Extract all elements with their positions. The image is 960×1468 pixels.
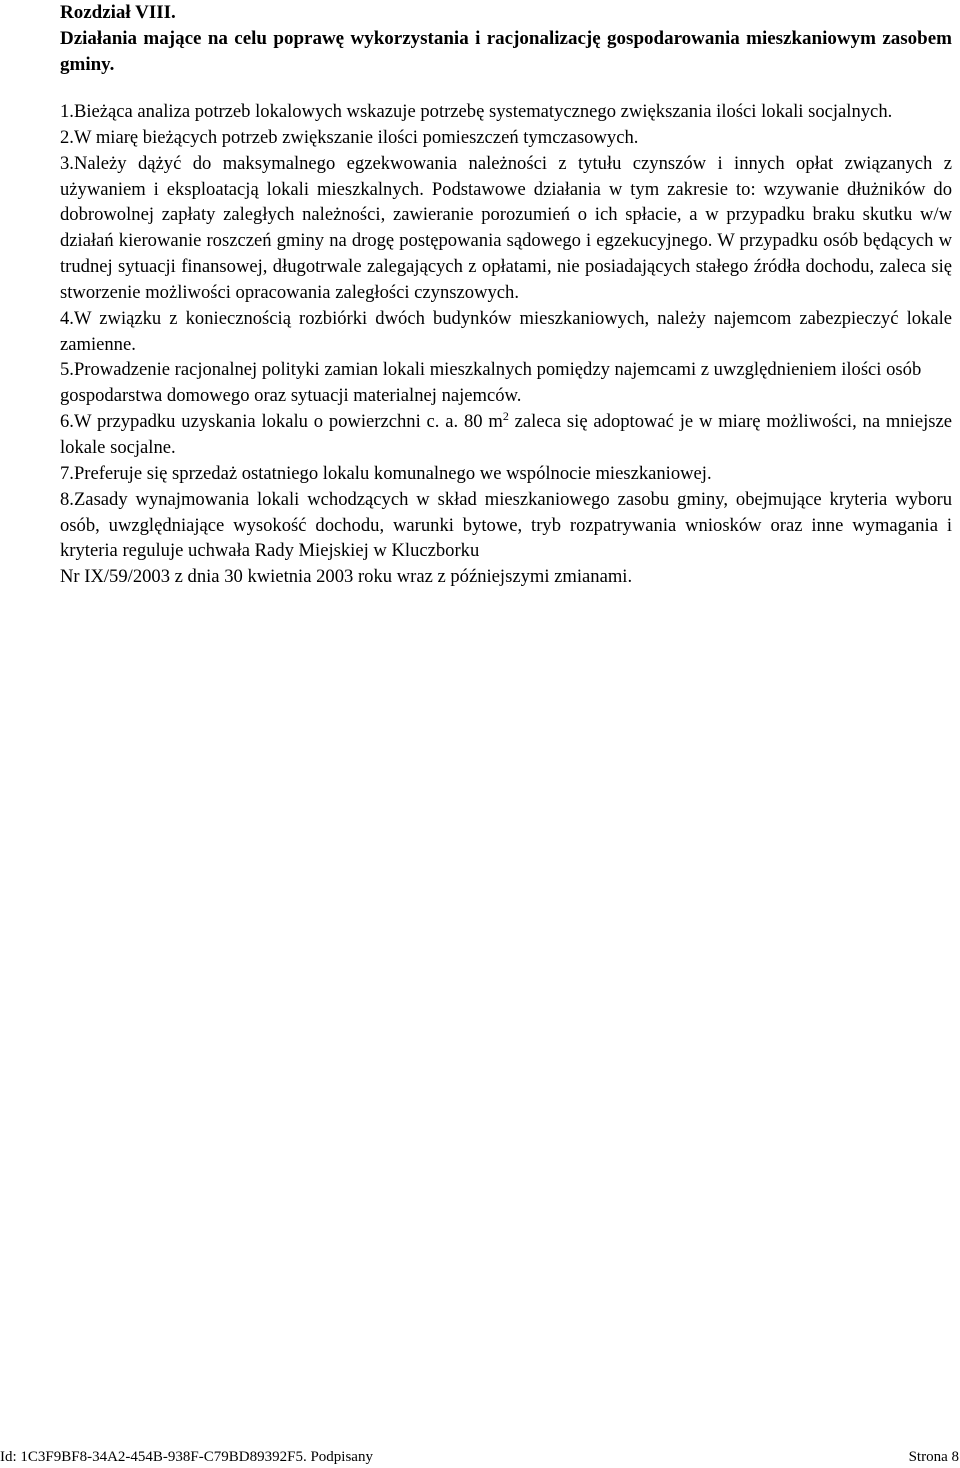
chapter-body [60, 99, 952, 590]
item-text: Zasady wynajmowania lokali wchodzących w skład mieszkaniowego zasobu gminy, obejmujące kryteria wyboru osób, uwzględniające wysokość dochodu, warunki bytowe, tryb rozpatrywania wniosków oraz inne wymagania i kryteria reguluje uchwała Rady Miejskiej w Kluczborku [60, 488, 952, 562]
item-text: Bieżąca analiza potrzeb lokalowych wskazuje potrzebę systematycznego zwiększania ilości lokali socjalnych. [73, 101, 893, 122]
item-number: 1. [60, 101, 74, 122]
list-item-8 [60, 487, 952, 565]
item-text: Należy dążyć do maksymalnego egzekwowania należności z tytułu czynszów i innych opłat związanych z używaniem i eksploatacją lokali mieszkalnych. Podstawowe działania w tym zakresie to: wzywanie dłużników do dobrowolnej zapłaty zaległych należności, zawieranie porozumień o ich spłacie, a w przypadku braku skutku w/w działań kierowanie roszczeń gminy na drogę postępowania sądowego i egzekucyjnego. W przypadku osób będących w trudnej sytuacji finansowej, długotrwale zalegających z opłatami, nie posiadających stałego źródła dochodu, zaleca się stworzenie możliwości opracowania zaległości czynszowych. [60, 152, 952, 303]
list-item-5 [60, 357, 952, 409]
list-item-3 [60, 151, 952, 306]
item-number: 6. [60, 411, 74, 433]
list-item-6 [60, 409, 952, 461]
item-text-after: zaleca się adoptować je w miarę możliwości, na mniejsze lokale socjalne. [60, 411, 953, 458]
list-item-4 [60, 306, 952, 358]
item-number: 5. [60, 359, 74, 381]
item-text: Preferuje się sprzedaż ostatniego lokalu komunalnego we wspólnocie mieszkaniowej. [73, 462, 712, 484]
item-number: 7. [60, 462, 74, 484]
list-item-7 [60, 461, 952, 487]
item-number: 8. [60, 488, 74, 510]
list-item-8-continuation [60, 564, 952, 590]
chapter-title: Działania mające na celu poprawę wykorzystania i racjonalizację gospodarowania mieszkaniowym zasobem gminy. [60, 28, 952, 75]
item-number: 2. [60, 126, 74, 148]
page-number: Strona 8 [908, 1449, 959, 1465]
chapter-label: Rozdział VIII. [60, 2, 176, 23]
item-text: W związku z koniecznością rozbiórki dwóch budynków mieszkaniowych, należy najemcom zabezpieczyć lokale zamienne. [60, 307, 952, 355]
list-item-2 [60, 125, 952, 151]
chapter-heading [60, 0, 952, 78]
item-text: Prowadzenie racjonalnej polityki zamian lokali mieszkalnych pomiędzy najemcami z uwzględnieniem ilości osób gospodarstwa domowego oraz sytuacji materialnej najemców. [60, 359, 922, 407]
superscript: 2 [502, 409, 509, 424]
document-id: Id: 1C3F9BF8-34A2-454B-938F-C79BD89392F5. Podpisany [0, 1449, 373, 1465]
item-number: 4. [60, 307, 74, 329]
item-number: 3. [60, 152, 74, 174]
item-text: Nr IX/59/2003 z dnia 30 kwietnia 2003 roku wraz z późniejszymi zmianami. [60, 566, 633, 588]
list-item-1 [60, 99, 952, 125]
item-text-before: W przypadku uzyskania lokalu o powierzchni c. a. 80 m [73, 411, 503, 433]
item-text: W miarę bieżących potrzeb zwiększanie ilości pomieszczeń tymczasowych. [73, 126, 639, 148]
